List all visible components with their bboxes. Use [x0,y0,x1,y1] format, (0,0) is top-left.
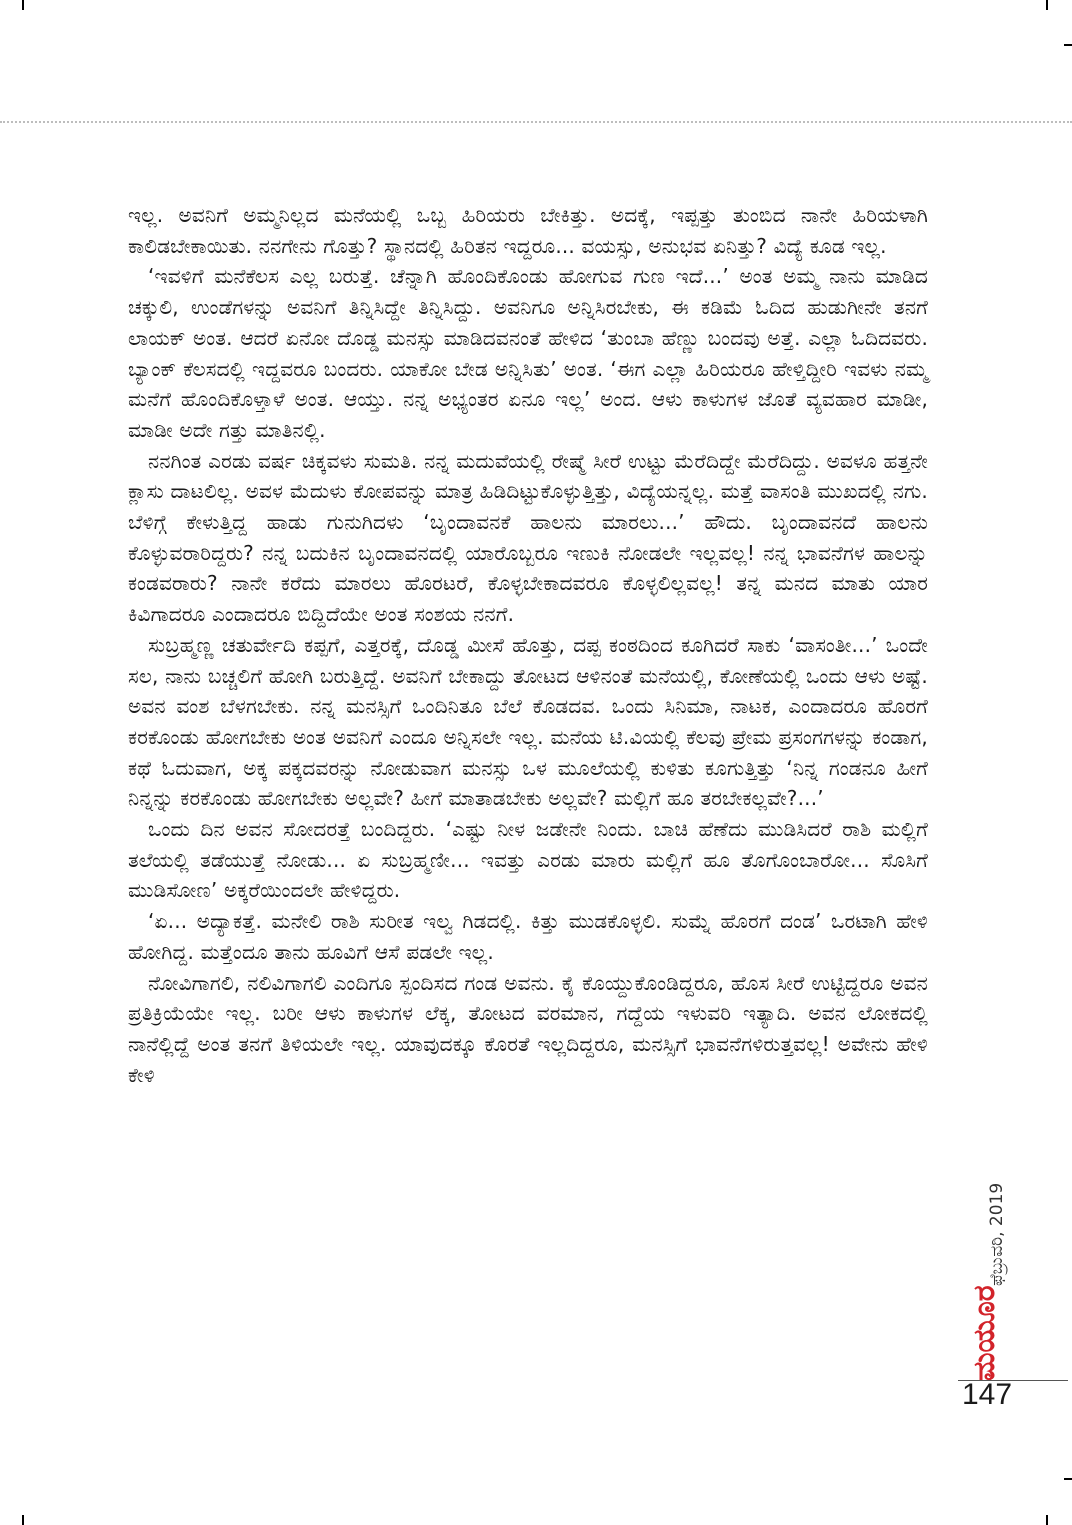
magazine-logo: ಮಯೂರ [967,1285,1002,1381]
article-paragraph: ‘ಇವಳಿಗೆ ಮನೆಕೆಲಸ ಎಲ್ಲ ಬರುತ್ತೆ. ಚೆನ್ನಾಗಿ ಹೊಂದಿಕೊಂಡು ಹೋಗುವ ಗುಣ ಇದೆ...’ ಅಂತ ಅಮ್ಮ ನಾನು ಮಾಡಿದ ಚಕ್ಕುಲಿ, ಉಂಡೆಗಳನ್ನು ಅವನಿಗೆ ತಿನ್ನಿಸಿದ್ದೇ ತಿನ್ನಿಸಿದ್ದು. ಅವನಿಗೂ ಅನ್ನಿಸಿರಬೇಕು, ಈ ಕಡಿಮೆ ಓದಿದ ಹುಡುಗೀನೇ ತನಗೆ ಲಾಯಕ್ ಅಂತ. ಆದರೆ ಏನೋ ದೊಡ್ಡ ಮನಸ್ಸು ಮಾಡಿದವನಂತೆ ಹೇಳಿದ ‘ತುಂಬಾ ಹೆಣ್ಣು ಬಂದವು ಅತ್ತೆ. ಎಲ್ಲಾ ಓದಿದವರು. ಬ್ಯಾಂಕ್ ಕೆಲಸದಲ್ಲಿ ಇದ್ದವರೂ ಬಂದರು. ಯಾಕೋ ಬೇಡ ಅನ್ನಿಸಿತು’ ಅಂತ. ‘ಈಗ ಎಲ್ಲಾ ಹಿರಿಯರೂ ಹೇಳ್ತಿದ್ದೀರಿ ಇವಳು ನಮ್ಮ ಮನೆಗೆ ಹೊಂದಿಕೊಳ್ತಾಳೆ ಅಂತ. ಆಯ್ತು. ನನ್ನ ಅಭ್ಯಂತರ ಏನೂ ಇಲ್ಲ’ ಅಂದ. ಆಳು ಕಾಳುಗಳ ಜೊತೆ ವ್ಯವಹಾರ ಮಾಡೀ, ಮಾಡೀ ಅದೇ ಗತ್ತು ಮಾತಿನಲ್ಲಿ. [128,264,928,442]
header-dotted-rule [0,121,1072,123]
crop-mark-top-left [22,0,24,10]
article-paragraph: ಒಂದು ದಿನ ಅವನ ಸೋದರತ್ತೆ ಬಂದಿದ್ದರು. ‘ಎಷ್ಟು ನೀಳ ಜಡೇನೇ ನಿಂದು. ಬಾಚಿ ಹೆಣೆದು ಮುಡಿಸಿದರೆ ರಾಶಿ ಮಲ್ಲಿಗೆ ತಲೆಯಲ್ಲಿ ತಡೆಯುತ್ತೆ ನೋಡು... ಏ ಸುಬ್ರಹ್ಮಣೀ... ಇವತ್ತು ಎರಡು ಮಾರು ಮಲ್ಲಿಗೆ ಹೂ ತೊಗೊಂಬಾರೋ... ಸೊಸಿಗೆ ಮುಡಿಸೋಣ’ ಅಕ್ಕರೆಯಿಂದಲೇ ಹೇಳಿದ್ದರು. [128,817,928,903]
crop-mark-bottom-left [22,1515,24,1525]
issue-date: ಫೆಬ್ರುವರಿ, 2019 [987,1182,1007,1286]
crop-mark-top-right [1046,0,1048,10]
article-body [128,200,928,1090]
sidebar [957,1056,1017,1386]
article-paragraph: ಇಲ್ಲ. ಅವನಿಗೆ ಅಮ್ಮನಿಲ್ಲದ ಮನೆಯಲ್ಲಿ ಒಬ್ಬ ಹಿರಿಯರು ಬೇಕಿತ್ತು. ಅದಕ್ಕೆ, ಇಪ್ಪತ್ತು ತುಂಬಿದ ನಾನೇ ಹಿರಿಯಳಾಗಿ ಕಾಲಿಡಬೇಕಾಯಿತು. ನನಗೇನು ಗೊತ್ತು? ಸ್ಥಾನದಲ್ಲಿ ಹಿರಿತನ ಇದ್ದರೂ... ವಯಸ್ಸು, ಅನುಭವ ಏನಿತ್ತು? ವಿದ್ಯೆ ಕೂಡ ಇಲ್ಲ. [128,203,928,258]
page-number: 147 [962,1378,1013,1411]
crop-mark-right-lower [1064,1478,1072,1480]
article-paragraph: ‘ಏ... ಅದ್ಯಾಕತ್ತೆ. ಮನೇಲಿ ರಾಶಿ ಸುರೀತ ಇಲ್ವ ಗಿಡದಲ್ಲಿ. ಕಿತ್ತು ಮುಡಕೊಳ್ಳಲಿ. ಸುಮ್ನೆ ಹೊರಗೆ ದಂಡ’ ಒರಟಾಗಿ ಹೇಳಿ ಹೋಗಿದ್ದ. ಮತ್ತೆಂದೂ ತಾನು ಹೂವಿಗೆ ಆಸೆ ಪಡಲೇ ಇಲ್ಲ. [128,909,928,964]
crop-mark-right-upper [1064,44,1072,46]
crop-mark-bottom-right [1046,1515,1048,1525]
article-paragraph: ಸುಬ್ರಹ್ಮಣ್ಣ ಚತುರ್ವೇದಿ ಕಪ್ಪಗೆ, ಎತ್ತರಕ್ಕೆ, ದೊಡ್ಡ ಮೀಸೆ ಹೊತ್ತು, ದಪ್ಪ ಕಂಠದಿಂದ ಕೂಗಿದರೆ ಸಾಕು ‘ವಾಸಂತೀ...’ ಒಂದೇ ಸಲ, ನಾನು ಬಚ್ಚಲಿಗೆ ಹೋಗಿ ಬರುತ್ತಿದ್ದೆ. ಅವನಿಗೆ ಬೇಕಾದ್ದು ತೋಟದ ಆಳಿನಂತೆ ಮನೆಯಲ್ಲಿ, ಕೋಣೆಯಲ್ಲಿ ಒಂದು ಆಳು ಅಷ್ಟೆ. ಅವನ ವಂಶ ಬೆಳಗಬೇಕು. ನನ್ನ ಮನಸ್ಸಿಗೆ ಒಂದಿನಿತೂ ಬೆಲೆ ಕೊಡದವ. ಒಂದು ಸಿನಿಮಾ, ನಾಟಕ, ಎಂದಾದರೂ ಹೊರಗೆ ಕರಕೊಂಡು ಹೋಗಬೇಕು ಅಂತ ಅವನಿಗೆ ಎಂದೂ ಅನ್ನಿಸಲೇ ಇಲ್ಲ. ಮನೆಯ ಟಿ.ವಿಯಲ್ಲಿ ಕೆಲವು ಪ್ರೇಮ ಪ್ರಸಂಗಗಳನ್ನು ಕಂಡಾಗ, ಕಥೆ ಓದುವಾಗ, ಅಕ್ಕ ಪಕ್ಕದವರನ್ನು ನೋಡುವಾಗ ಮನಸ್ಸು ಒಳ ಮೂಲೆಯಲ್ಲಿ ಕುಳಿತು ಕೂಗುತ್ತಿತ್ತು ‘ನಿನ್ನ ಗಂಡನೂ ಹೀಗೆ ನಿನ್ನನ್ನು ಕರಕೊಂಡು ಹೋಗಬೇಕು ಅಲ್ಲವೇ? ಹೀಗೆ ಮಾತಾಡಬೇಕು ಅಲ್ಲವೇ? ಮಲ್ಲಿಗೆ ಹೂ ತರಬೇಕಲ್ಲವೇ?...’ [128,632,928,811]
article-paragraph: ನನಗಿಂತ ಎರಡು ವರ್ಷ ಚಿಕ್ಕವಳು ಸುಮತಿ. ನನ್ನ ಮದುವೆಯಲ್ಲಿ ರೇಷ್ಮೆ ಸೀರೆ ಉಟ್ಟು ಮೆರೆದಿದ್ದೇ ಮೆರೆದಿದ್ದು. ಅವಳೂ ಹತ್ತನೇ ಕ್ಲಾಸು ದಾಟಲಿಲ್ಲ. ಅವಳ ಮೆದುಳು ಕೋಪವನ್ನು ಮಾತ್ರ ಹಿಡಿದಿಟ್ಟುಕೊಳ್ಳುತ್ತಿತ್ತು, ವಿದ್ಯೆಯನ್ನಲ್ಲ. ಮತ್ತೆ ವಾಸಂತಿ ಮುಖದಲ್ಲಿ ನಗು. ಬೆಳಿಗ್ಗೆ ಕೇಳುತ್ತಿದ್ದ ಹಾಡು ಗುನುಗಿದಳು ‘ಬೃಂದಾವನಕೆ ಹಾಲನು ಮಾರಲು...’ ಹೌದು. ಬೃಂದಾವನದೆ ಹಾಲನು ಕೊಳ್ಳುವರಾರಿದ್ದರು? ನನ್ನ ಬದುಕಿನ ಬೃಂದಾವನದಲ್ಲಿ ಯಾರೊಬ್ಬರೂ ಇಣುಕಿ ನೋಡಲೇ ಇಲ್ಲವಲ್ಲ! ನನ್ನ ಭಾವನೆಗಳ ಹಾಲನ್ನು ಕಂಡವರಾರು? ನಾನೇ ಕರೆದು ಮಾರಲು ಹೊರಟರೆ, ಕೊಳ್ಳಬೇಕಾದವರೂ ಕೊಳ್ಳಲಿಲ್ಲವಲ್ಲ! ತನ್ನ ಮನದ ಮಾತು ಯಾರ ಕಿವಿಗಾದರೂ ಎಂದಾದರೂ ಬಿದ್ದಿದೆಯೇ ಅಂತ ಸಂಶಯ ನನಗೆ. [128,448,928,627]
article-paragraph: ನೋವಿಗಾಗಲಿ, ನಲಿವಿಗಾಗಲಿ ಎಂದಿಗೂ ಸ್ಪಂದಿಸದ ಗಂಡ ಅವನು. ಕೈ ಕೊಯ್ದುಕೊಂಡಿದ್ದರೂ, ಹೊಸ ಸೀರೆ ಉಟ್ಟಿದ್ದರೂ ಅವನ ಪ್ರತಿಕ್ರಿಯೆಯೇ ಇಲ್ಲ. ಬರೀ ಆಳು ಕಾಳುಗಳ ಲೆಕ್ಕ, ತೋಟದ ವರಮಾನ, ಗದ್ದೆಯ ಇಳುವರಿ ಇತ್ಯಾದಿ. ಅವನ ಲೋಕದಲ್ಲಿ ನಾನೆಲ್ಲಿದ್ದೆ ಅಂತ ತನಗೆ ತಿಳಿಯಲೇ ಇಲ್ಲ. ಯಾವುದಕ್ಕೂ ಕೊರತೆ ಇಲ್ಲದಿದ್ದರೂ, ಮನಸ್ಸಿಗೆ ಭಾವನೆಗಳಿರುತ್ತವಲ್ಲ! ಅವೇನು ಹೇಳಿ ಕೇಳಿ [128,970,928,1087]
